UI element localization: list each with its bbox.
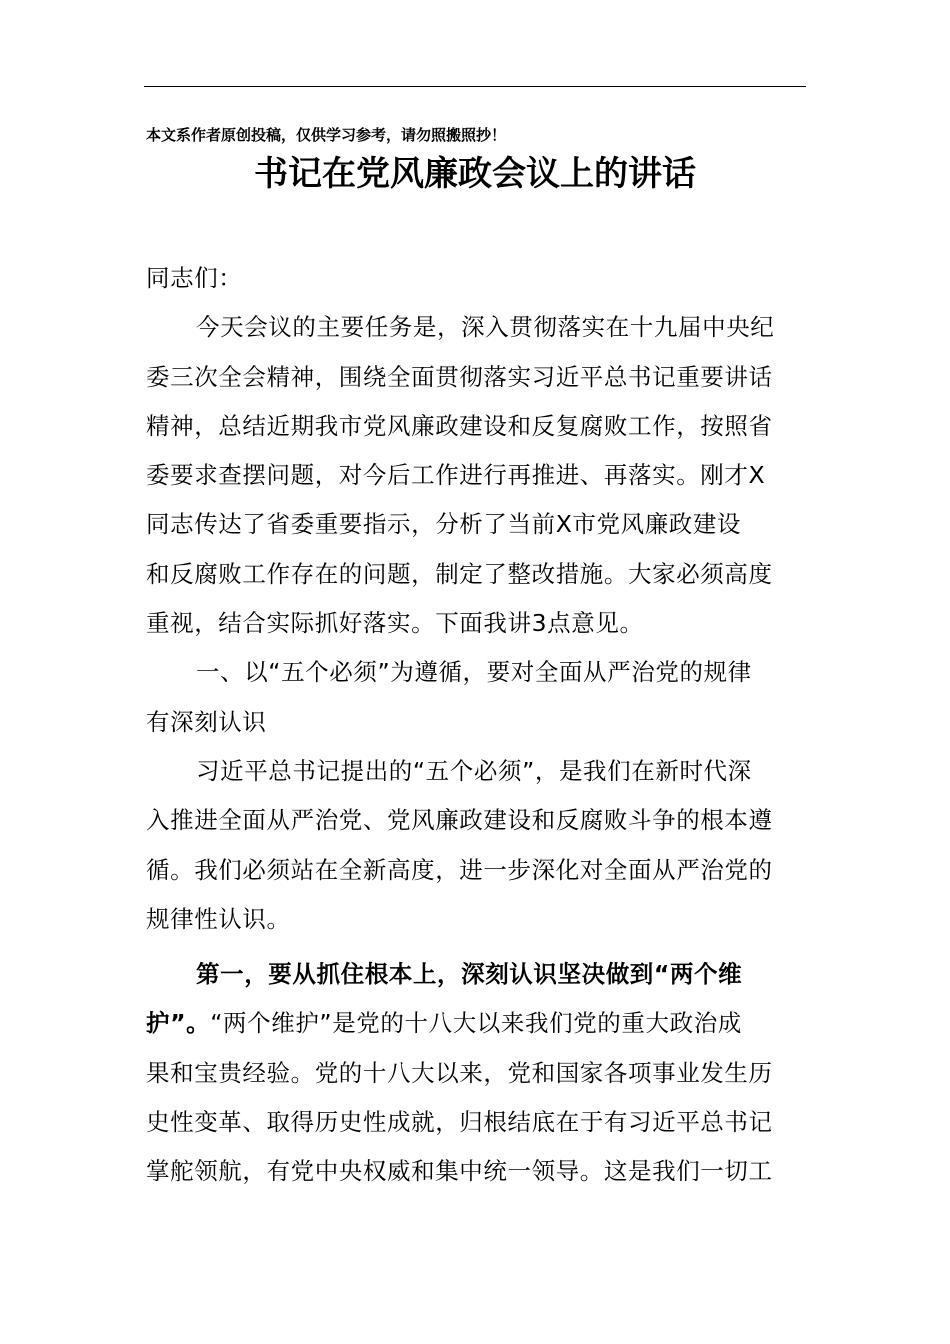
paragraph-line: 习近平总书记提出的“五个必须”，是我们在新时代深 [196, 756, 752, 785]
document-body [146, 254, 808, 1197]
paragraph-line: 同志传达了省委重要指示，分析了当前X市党风廉政建设 [146, 510, 742, 539]
document-title: 书记在党风廉政会议上的讲话 [254, 154, 696, 194]
paragraph-line: 入推进全面从严治党、党风廉政建设和反腐败斗争的根本遵 [146, 806, 773, 835]
paragraph-line: 掌舵领航，有党中央权威和集中统一领导。这是我们一切工 [146, 1157, 773, 1186]
paragraph-line: 果和宝贵经验。党的十八大以来，党和国家各项事业发生历 [146, 1058, 773, 1087]
paragraph-line: 规律性认识。 [146, 904, 291, 933]
paragraph-line: 和反腐败工作存在的问题，制定了整改措施。大家必须高度 [146, 559, 773, 588]
paragraph-line: 史性变革、取得历史性成就，归根结底在于有习近平总书记 [146, 1108, 773, 1137]
paragraph-line: 委要求查摆问题，对今后工作进行再推进、再落实。刚才X [146, 461, 766, 490]
section-heading: 一、以“五个必须”为遵循，要对全面从严治党的规律 [196, 658, 752, 687]
paragraph-line: 委三次全会精神，围绕全面贯彻落实习近平总书记重要讲话 [146, 362, 773, 391]
salutation: 同志们： [146, 264, 243, 292]
section-heading: 有深刻认识 [146, 707, 267, 736]
mixed-line [146, 999, 808, 1048]
bold-lead-end: 护”。 [146, 1009, 211, 1038]
paragraph-line: 重视，结合实际抓好落实。下面我讲3点意见。 [146, 609, 644, 638]
paragraph-line: 精神，总结近期我市党风廉政建设和反复腐败工作，按照省 [146, 411, 773, 440]
bold-lead-line: 第一，要从抓住根本上，深刻认识坚决做到“两个维 [196, 960, 743, 989]
copyright-notice: 本文系作者原创投稿，仅供学习参考，请勿照搬照抄！ [146, 126, 507, 144]
header-rule [144, 86, 806, 87]
paragraph-line: 循。我们必须站在全新高度，进一步深化对全面从严治党的 [146, 855, 773, 884]
paragraph-text: “两个维护”是党的十八大以来我们党的重大政治成 [210, 1009, 742, 1038]
paragraph-line: 今天会议的主要任务是，深入贯彻落实在十九届中央纪 [196, 313, 775, 342]
